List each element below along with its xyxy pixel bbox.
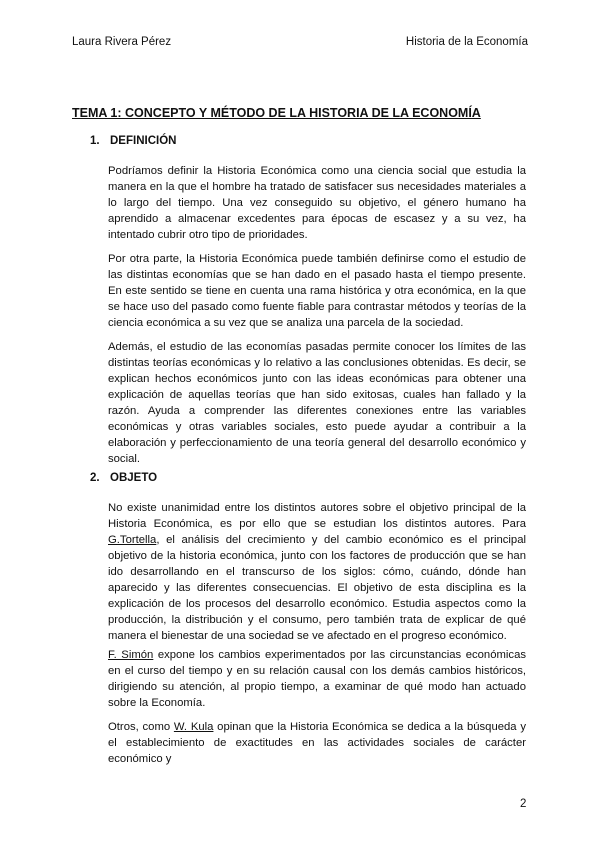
section1-paragraph-3: Además, el estudio de las economías pasadas permite conocer los límites de las distintas teorías económicas y lo relativo a las conclusiones obtenidas. Es decir, se explican hechos económicos junto con las ideas económicas para obtener una explicación de aquellas teorías que han sido exitosas, cuales han fallado y la razón. Ayuda a comprender las diferentes conexiones entre las variables económicas y otras variables sociales, esto puede ayudar a contribuir a la elaboración y perfeccionamiento de una teoría general del desarrollo económico y social. [108, 341, 526, 465]
page-number: 2 [520, 798, 527, 810]
page-header [72, 36, 528, 48]
author-simon: F. Simón [108, 649, 154, 661]
section1-paragraph-2: Por otra parte, la Historia Económica puede también definirse como el estudio de las distintas economías que se han dado en el pasado hasta el tiempo presente. En este sentido se tiene en cuenta una rama histórica y otra económica, en la que se hace uso del pasado como fuente fiable para contrastar métodos y teorías de la ciencia económica a su vez que se analiza una parcela de la sociedad. [108, 253, 526, 329]
section-number: 1. [90, 135, 100, 147]
header-subject: Historia de la Economía [405, 36, 528, 48]
section-title: DEFINICIÓN [110, 135, 177, 147]
author-kula: W. Kula [173, 721, 214, 733]
section2-paragraph-3: Otros, como W. Kula opinan que la Historia Económica se dedica a la búsqueda y el establecimiento de exactitudes en las actividades sociales de carácter económico y [108, 721, 526, 765]
document-title: TEMA 1: CONCEPTO Y MÉTODO DE LA HISTORIA DE LA ECONOMÍA [72, 106, 481, 120]
section-title: OBJETO [110, 472, 158, 484]
section2-paragraph-2: F. Simón expone los cambios experimentados por las circunstancias económicas en el curso del tiempo y en su relación causal con los demás cambios históricos, dirigiendo su atención, al propio tiempo, a examinar de qué modo han actuado sobre la Economía. [108, 649, 526, 709]
section2-paragraph-1: No existe unanimidad entre los distintos autores sobre el objetivo principal de la Historia Económica, es por ello que se estudian los distintos autores. Para G.Tortella, el análisis del crecimiento y del cambio económico es el principal objetivo de la historia económica, junto con los factores de producción que se han ido desarrollando en el transcurso de los siglos: cómo, cuándo, dónde han aparecido y las diferentes consecuencias. El objetivo de esta disciplina es la explicación de los procesos del desarrollo económico. Estudia aspectos como la producción, la distribución y el consumo, pero también trata de explicar de qué manera el bienestar de una sociedad se ve afectado en el progreso económico. [108, 502, 526, 642]
section1-paragraph-1: Podríamos definir la Historia Económica como una ciencia social que estudia la manera en la que el hombre ha tratado de satisfacer sus necesidades materiales a lo largo del tiempo. Una vez conseguido su objetivo, el género humano ha aprendido a almacenar excedentes para épocas de escasez y a su vez, ha intentado cubrir otro tipo de prioridades. [108, 165, 526, 241]
section-number: 2. [90, 472, 100, 484]
header-author: Laura Rivera Pérez [72, 36, 172, 48]
author-tortella: G.Tortella [108, 534, 157, 546]
section-heading-definicion [90, 135, 176, 147]
section-heading-objeto [90, 472, 157, 484]
